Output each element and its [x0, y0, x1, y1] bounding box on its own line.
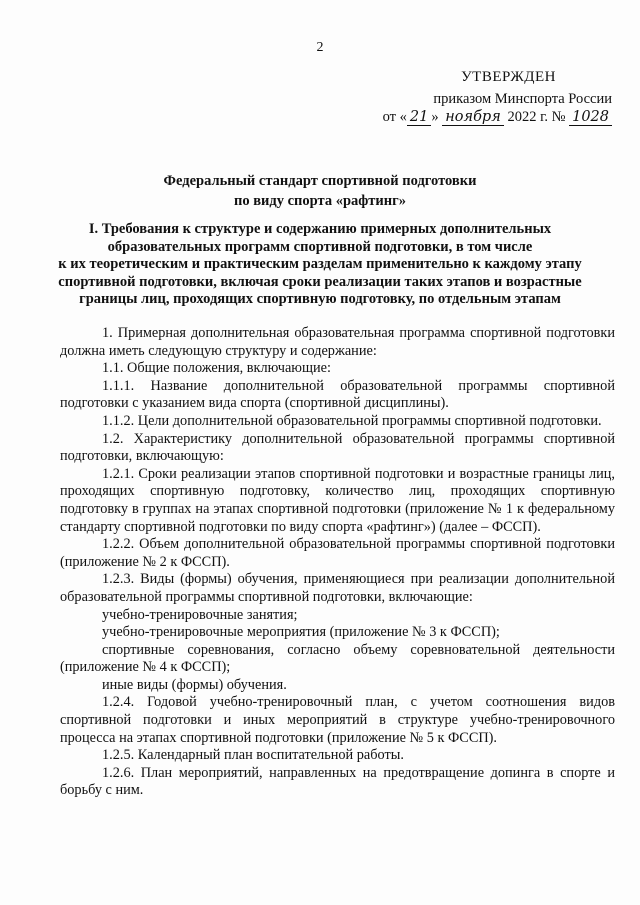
paragraph: 1.2.1. Сроки реализации этапов спортивной подготовки и возрастные границы лиц, проходящих спортивную подготовку, количество лиц, проходящих спортивную подготовку в группах на этапах спортивной подготовки (приложение № 1 к федеральному стандарту спортивной подготовки по виду спорта «рафтинг») (далее – ФССП).	[60, 465, 615, 535]
section-heading-line: границы лиц, проходящих спортивную подготовку, по отдельным этапам	[79, 291, 561, 308]
paragraph: 1. Примерная дополнительная образовательная программа спортивной подготовки должна иметь следующую структуру и содержание:	[60, 325, 615, 359]
paragraph: иные виды (формы) обучения.	[102, 676, 287, 693]
handwritten-number: 1028	[569, 109, 612, 126]
section-heading-line: спортивной подготовки, включая сроки реализации таких этапов и возрастные	[58, 273, 582, 290]
paragraph: спортивные соревнования, согласно объему соревновательной деятельности (приложение № 4 к ФССП);	[60, 641, 615, 676]
document-title-line: по виду спорта «рафтинг»	[234, 193, 406, 209]
paragraph: 1.2.3. Виды (формы) обучения, применяющиеся при реализации дополнительной образовательной программы спортивной подготовки, включающие:	[60, 571, 615, 605]
document-title-line: Федеральный стандарт спортивной подготовки	[163, 173, 477, 189]
section-heading	[0, 221, 640, 309]
paragraph: 1.2.4. Годовой учебно-тренировочный план, с учетом соотношения видов спортивной подготовки и иных мероприятий в структуре учебно-тренировочного процесса на этапах спортивной подготовки (приложение № 5 к ФССП).	[60, 694, 615, 746]
paragraph: 1.2. Характеристику дополнительной образовательной программы спортивной подготовки, включающую:	[60, 430, 615, 465]
approval-title: УТВЕРЖДЕН	[461, 69, 556, 85]
approval-order-line: приказом Минспорта России	[433, 91, 612, 107]
paragraph: 1.2.2. Объем дополнительной образовательной программы спортивной подготовки (приложение № 2 к ФССП).	[60, 536, 615, 570]
approval-date-line	[372, 108, 612, 126]
paragraph: 1.1.2. Цели дополнительной образовательной программы спортивной подготовки.	[102, 412, 602, 429]
page-number: 2	[316, 40, 324, 55]
section-heading-line: I. Требования к структуре и содержанию примерных дополнительных	[88, 221, 552, 237]
body-text	[60, 325, 615, 800]
date-prefix: от «	[382, 109, 407, 125]
paragraph: учебно-тренировочные занятия;	[102, 606, 298, 623]
paragraph: 1.2.6. План мероприятий, направленных на предотвращение допинга в спорте и борьбу с ним.	[60, 764, 615, 799]
approval-stamp	[372, 68, 612, 126]
paragraph: 1.1. Общие положения, включающие:	[102, 360, 331, 377]
paragraph: учебно-тренировочные мероприятия (приложение № 3 к ФССП);	[102, 624, 500, 641]
section-heading-line: образовательных программ спортивной подготовки, в том числе	[107, 238, 533, 255]
document-title	[0, 171, 640, 211]
handwritten-month: ноября	[442, 109, 504, 126]
date-mid: »	[431, 109, 439, 125]
paragraph: 1.2.5. Календарный план воспитательной работы.	[102, 747, 404, 764]
date-year: 2022 г. №	[507, 109, 566, 125]
paragraph: 1.1.1. Название дополнительной образовательной программы спортивной подготовки с указанием вида спорта (спортивной дисциплины).	[60, 377, 615, 412]
section-heading-line: к их теоретическим и практическим разделам применительно к каждому этапу	[58, 256, 582, 273]
handwritten-day: 21	[407, 109, 431, 126]
